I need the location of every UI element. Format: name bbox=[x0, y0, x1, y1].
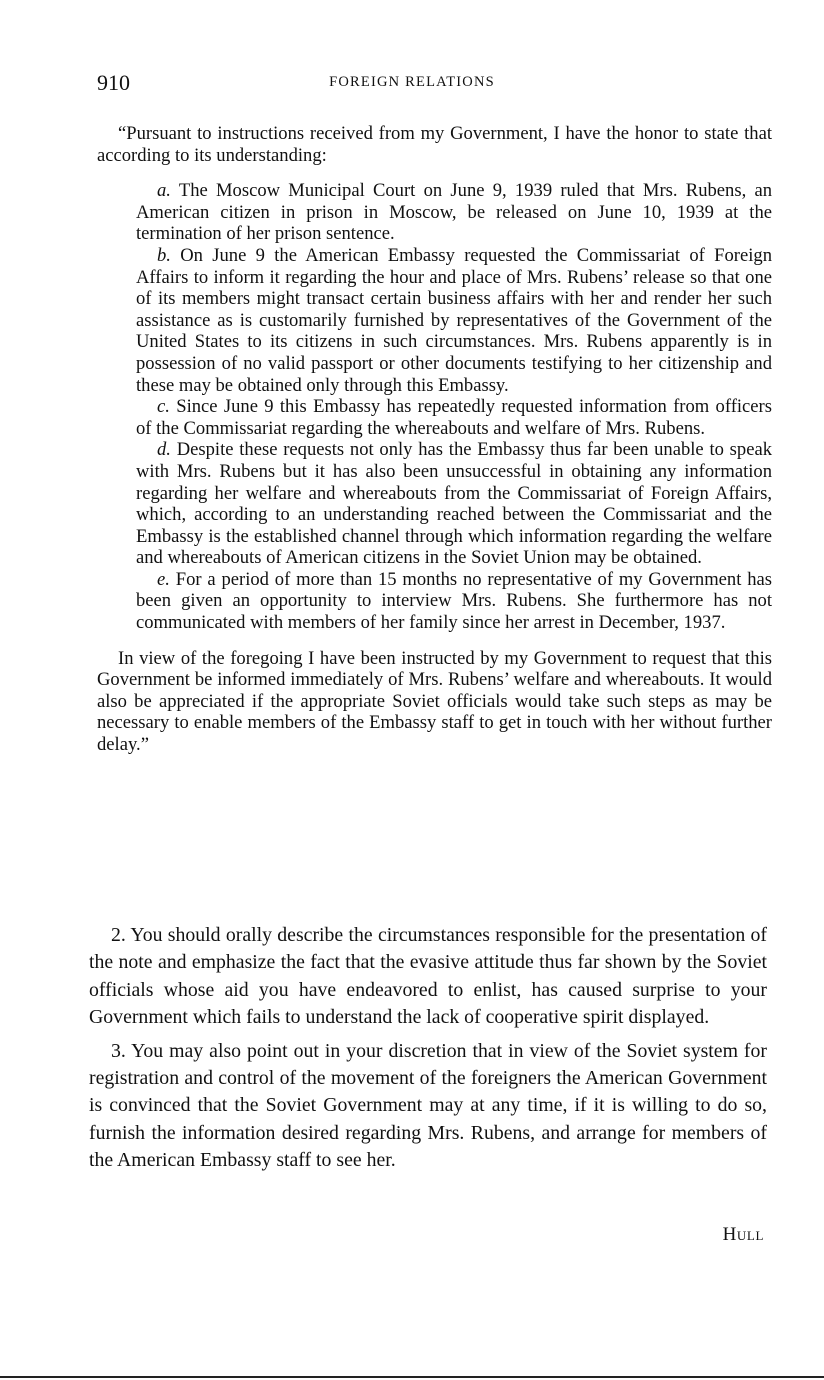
item-marker: d. bbox=[157, 439, 171, 461]
item-text: On June 9 the American Embassy requested the Commissariat of Foreign Affairs to inform it regarding the hour and place of Mrs. Rubens’ release so that one of its members might transact certain business affairs with her and render her such assistance as is customarily furnished by representatives of the Government of the United States to its citizens in such circumstances. Mrs. Rubens apparently is in possession of no valid passport or other documents testifying to her citizenship and these may be obtained only through this Embassy. bbox=[136, 244, 772, 396]
instructions bbox=[89, 922, 767, 1181]
note-intro: “Pursuant to instructions received from my Government, I have the honor to state that according to its understanding: bbox=[97, 123, 772, 166]
item-marker: b. bbox=[157, 244, 171, 266]
quoted-note bbox=[97, 123, 772, 756]
item-text: Since June 9 this Embassy has repeatedly requested information from officers of the Commissariat regarding the whereabouts and welfare of Mrs. Rubens. bbox=[136, 396, 772, 439]
note-item-b bbox=[136, 245, 772, 396]
note-item-a bbox=[136, 180, 772, 245]
note-items bbox=[136, 180, 772, 633]
instruction-paragraph-2: 2. You should orally describe the circumstances responsible for the presentation of the note and emphasize the fact that the evasive attitude thus far shown by the Soviet officials whose aid you have endeavored to enlist, has caused surprise to your Government which fails to understand the lack of cooperative spirit displayed. bbox=[89, 924, 767, 1029]
item-marker: e. bbox=[157, 568, 170, 590]
note-item-d bbox=[136, 439, 772, 569]
item-marker: a. bbox=[157, 180, 171, 202]
note-item-e bbox=[136, 569, 772, 634]
signature: Hull bbox=[722, 1224, 764, 1245]
item-text: The Moscow Municipal Court on June 9, 1939 ruled that Mrs. Rubens, an American citizen in prison in Moscow, be released on June 10, 1939 at the termination of her prison sentence. bbox=[136, 180, 773, 245]
instruction-paragraph-3: 3. You may also point out in your discretion that in view of the Soviet system for registration and control of the movement of the foreigners the American Government is convinced that the Soviet Government may at any time, if it is willing to do so, furnish the information desired regarding Mrs. Rubens, and arrange for members of the American Embassy staff to see her. bbox=[89, 1039, 767, 1172]
page-number: 910 bbox=[97, 70, 130, 95]
note-item-c bbox=[136, 396, 772, 439]
item-text: For a period of more than 15 months no representative of my Government has been given an opportunity to interview Mrs. Rubens. She furthermore has not communicated with members of her family since her arrest in December, 1937. bbox=[136, 568, 772, 634]
running-header: FOREIGN RELATIONS bbox=[329, 74, 495, 90]
bottom-rule bbox=[0, 1376, 824, 1378]
note-closing: In view of the foregoing I have been instructed by my Government to request that this Government be informed immediately of Mrs. Rubens’ welfare and whereabouts. It would also be appreciated if the appropriate Soviet officials would take such steps as may be necessary to enable members of the Embassy staff to get in touch with her without further delay.” bbox=[97, 647, 772, 756]
item-marker: c. bbox=[157, 396, 170, 418]
item-text: Despite these requests not only has the Embassy thus far been unable to speak with Mrs. Rubens but it has also been unsuccessful in obtaining any information regarding her welfare and whereabouts from the Commissariat of Foreign Affairs, which, according to an understanding reached between the Commissariat and the Embassy is the established channel through which information regarding the welfare and whereabouts of American citizens in the Soviet Union may be obtained. bbox=[136, 439, 772, 569]
